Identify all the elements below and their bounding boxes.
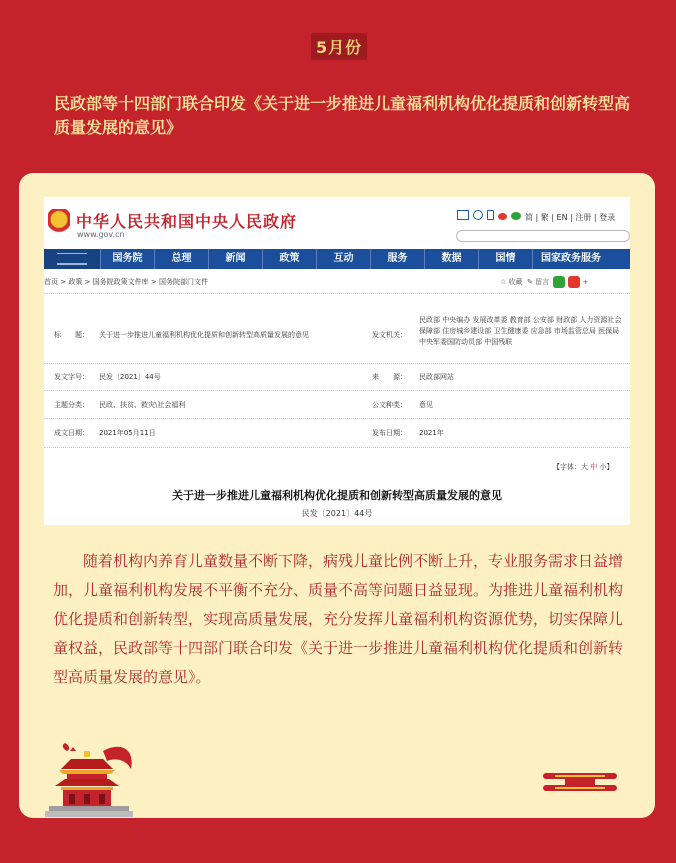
temple-decoration-icon bbox=[43, 739, 135, 818]
meta-doctype-label: 公文种类： bbox=[372, 401, 407, 409]
meta-source-label: 来 源： bbox=[372, 373, 407, 381]
breadcrumb[interactable]: 首页 > 政策 > 国务院政策文件库 > 国务院部门文件 bbox=[44, 278, 208, 286]
mail-icon[interactable] bbox=[457, 210, 469, 220]
meta-published-value: 2021年 bbox=[419, 429, 444, 437]
nav-item-news[interactable]: 新闻 bbox=[209, 249, 263, 269]
meta-title-value: 关于进一步推进儿童福利机构优化提质和创新转型高质量发展的意见 bbox=[99, 331, 309, 339]
gov-header bbox=[44, 197, 630, 249]
divider bbox=[44, 447, 630, 448]
message-link[interactable]: 留言 bbox=[535, 278, 550, 286]
divider bbox=[44, 390, 630, 391]
meta-docno-value: 民发〔2021〕44号 bbox=[99, 373, 161, 381]
nav-item-policy[interactable]: 政策 bbox=[263, 249, 317, 269]
meta-topic-value: 民政、扶贫、救灾\社会福利 bbox=[99, 401, 186, 409]
search-input[interactable] bbox=[456, 230, 630, 242]
font-size-label: 【字体： bbox=[553, 463, 581, 471]
divider bbox=[44, 363, 630, 364]
top-toolbar bbox=[457, 210, 615, 223]
gov-site-url: www.gov.cn bbox=[77, 230, 125, 239]
nav-item-interaction[interactable]: 互动 bbox=[317, 249, 371, 269]
article-body: 随着机构内养育儿童数量不断下降，病残儿童比例不断上升，专业服务需求日益增加，儿童福利机构发展不平衡不充分、质量不高等问题日益显现。为推进儿童福利机构优化提质和创新转型，实现高质量发展，充分发挥儿童福利机构资源优势，切实保障儿童权益，民政部等十四部门联合印发《关于进一步推进儿童福利机构优化提质和创新转型高质量发展的意见》。 bbox=[53, 552, 624, 686]
nav-item-services[interactable]: 服务 bbox=[371, 249, 425, 269]
meta-title-label: 标 题： bbox=[54, 331, 89, 339]
font-small-button[interactable]: 小】 bbox=[599, 463, 614, 471]
font-medium-button[interactable]: 中 bbox=[590, 463, 598, 471]
meta-written-value: 2021年05月11日 bbox=[99, 429, 156, 437]
meta-source-value: 民政部网站 bbox=[419, 373, 454, 381]
nav-item-gov-services[interactable]: 国家政务服务 bbox=[541, 253, 601, 264]
weibo-share-icon[interactable] bbox=[568, 276, 580, 288]
favorite-link[interactable]: 收藏 bbox=[508, 278, 523, 286]
nav-item-premier[interactable]: 总理 bbox=[155, 249, 209, 269]
content-card bbox=[19, 173, 655, 818]
ribbon-decoration-icon bbox=[543, 771, 617, 793]
nav-item-data[interactable]: 数据 bbox=[425, 249, 479, 269]
nav-item-national-conditions[interactable]: 国情 bbox=[479, 249, 533, 269]
font-large-button[interactable]: 大 bbox=[581, 463, 588, 471]
gov-site-title: 中华人民共和国中央人民政府 bbox=[76, 212, 298, 231]
document-title: 关于进一步推进儿童福利机构优化提质和创新转型高质量发展的意见 bbox=[172, 489, 502, 502]
tiananmen-logo-icon[interactable] bbox=[44, 249, 101, 269]
meta-written-label: 成文日期： bbox=[54, 429, 89, 437]
meta-issuer-value: 民政部 中央编办 发展改革委 教育部 公安部 财政部 人力资源社会保障部 住房城乡建设部 卫生健康委 应急部 市场监管总局 医保局 中央军委国防动员部 中国残联 bbox=[419, 316, 622, 346]
wechat-share-icon[interactable] bbox=[553, 276, 565, 288]
gov-website-screenshot bbox=[44, 197, 630, 525]
divider bbox=[44, 418, 630, 419]
font-size-switcher bbox=[553, 462, 613, 472]
pen-icon[interactable]: ✎ bbox=[526, 278, 533, 286]
meta-topic-label: 主题分类： bbox=[54, 401, 89, 409]
phone-icon[interactable] bbox=[487, 210, 494, 220]
meta-doctype-value: 意见 bbox=[419, 401, 433, 409]
divider bbox=[44, 293, 630, 294]
national-emblem-icon bbox=[48, 209, 70, 235]
article-headline: 民政部等十四部门联合印发《关于进一步推进儿童福利机构优化提质和创新转型高质量发展的意见》 bbox=[54, 94, 631, 137]
meta-issuer-label: 发文机关： bbox=[372, 331, 407, 339]
document-number: 民发〔2021〕44号 bbox=[301, 509, 373, 518]
app-icon[interactable] bbox=[473, 210, 483, 220]
share-tools bbox=[500, 276, 588, 288]
more-share-icon[interactable]: + bbox=[582, 278, 589, 286]
top-links[interactable]: 简 | 繁 | EN | 注册 | 登录 bbox=[525, 213, 616, 222]
main-nav bbox=[44, 249, 630, 269]
month-badge: 5月份 bbox=[311, 33, 367, 60]
meta-published-label: 发布日期： bbox=[372, 429, 407, 437]
wechat-icon[interactable] bbox=[511, 212, 521, 220]
nav-item-state-council[interactable]: 国务院 bbox=[101, 249, 155, 269]
weibo-icon[interactable] bbox=[498, 213, 507, 220]
star-icon[interactable]: ☆ bbox=[500, 278, 507, 286]
meta-docno-label: 发文字号： bbox=[54, 373, 89, 381]
